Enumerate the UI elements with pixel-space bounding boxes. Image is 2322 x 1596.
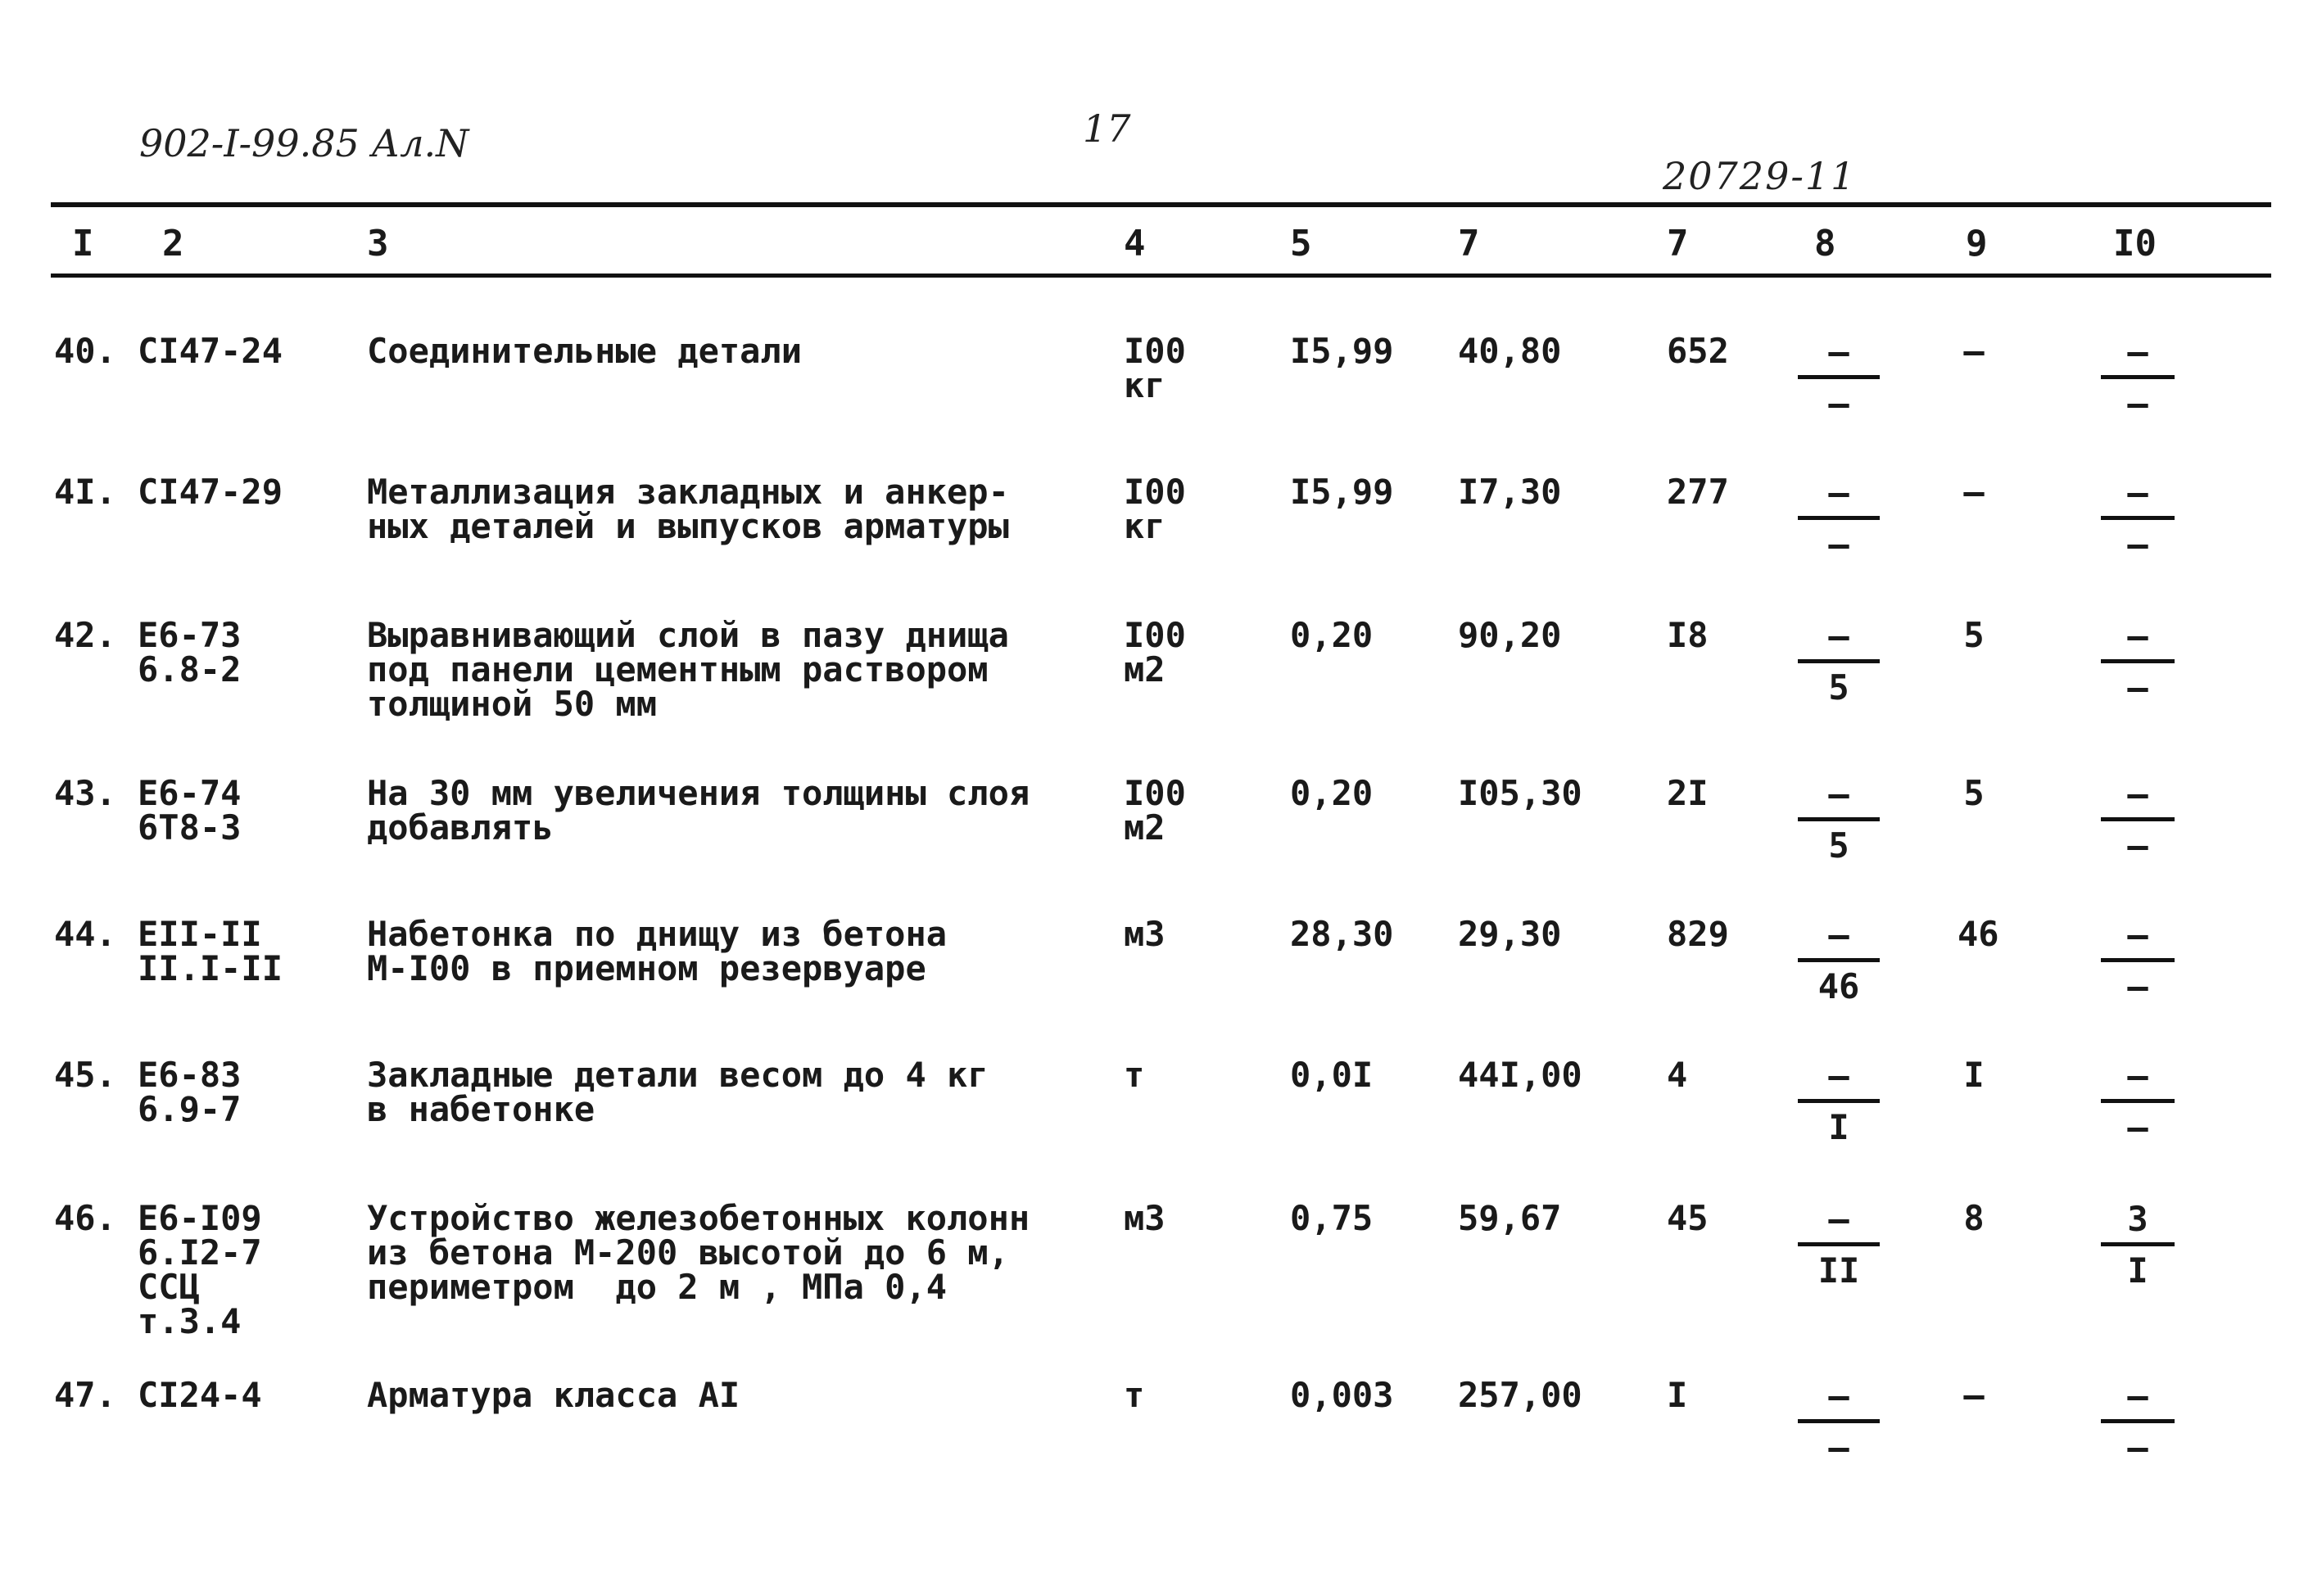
column-10-fraction [2084, 334, 2191, 422]
column-header-7: 7 [1667, 223, 1689, 264]
column-10-fraction-bar [2101, 516, 2175, 520]
column-10-fraction-denominator: – [2127, 966, 2148, 1006]
rate-code-line: СI47-29 [138, 472, 283, 512]
rate-code [138, 472, 283, 512]
column-9-value: I [1963, 1055, 1985, 1095]
work-description [367, 1055, 989, 1129]
column-8-fraction-numerator: – [1828, 1376, 1849, 1416]
column-header-9: 9 [1966, 223, 1988, 264]
column-8-fraction-denominator: 46 [1817, 966, 1860, 1006]
column-8-fraction [1794, 618, 1884, 706]
quantity: 0,0I [1290, 1055, 1374, 1095]
total-cost: 2I [1667, 773, 1709, 813]
rate-code-line: Е6-83 [138, 1055, 242, 1095]
column-8-fraction [1794, 776, 1884, 864]
work-description-line: толщиной 50 мм [367, 684, 658, 724]
unit-line: I00 [1124, 615, 1186, 655]
column-8-fraction-numerator: – [1828, 1199, 1849, 1239]
work-description-line: Устройство железобетонных колонн [367, 1198, 1030, 1238]
rate-code-line: СI24-4 [138, 1375, 262, 1415]
unit-line: кг [1124, 506, 1166, 546]
work-description-line: под панели цементным раствором [367, 649, 989, 689]
work-description-line: Соединительные детали [367, 331, 803, 371]
column-10-fraction-numerator: – [2127, 915, 2148, 955]
unit-line: м3 [1124, 914, 1166, 954]
work-description-line: Закладные детали весом до 4 кг [367, 1055, 989, 1095]
work-description [367, 1375, 740, 1415]
column-8-fraction-denominator: I [1828, 1107, 1849, 1147]
table-header-rule [51, 274, 2271, 278]
rate-code [138, 1375, 262, 1415]
work-description-line: На 30 мм увеличения толщины слоя [367, 773, 1030, 813]
quantity: 0,75 [1290, 1198, 1374, 1238]
total-cost: 4 [1667, 1055, 1688, 1095]
rate-code-line: Е6-I09 [138, 1198, 262, 1238]
quantity: 0,003 [1290, 1375, 1394, 1415]
column-header-8: 8 [1814, 223, 1836, 264]
row-number: 43. [54, 773, 116, 813]
work-description [367, 773, 1030, 848]
work-description [367, 615, 1009, 724]
row-number: 45. [54, 1055, 116, 1095]
unit [1124, 1198, 1166, 1238]
column-8-fraction-bar [1798, 1419, 1880, 1423]
quantity: 0,20 [1290, 615, 1374, 655]
rate-code-line: 6Т8-3 [138, 807, 242, 848]
column-10-fraction-bar [2101, 1419, 2175, 1423]
column-10-fraction-denominator: – [2127, 524, 2148, 564]
column-8-fraction-numerator: – [1828, 1056, 1849, 1096]
rate-code-line: 6.8-2 [138, 649, 242, 689]
unit-line: кг [1124, 365, 1166, 405]
quantity: 0,20 [1290, 773, 1374, 813]
unit-line: I00 [1124, 773, 1186, 813]
work-description-line: Металлизация закладных и анкер- [367, 472, 1009, 512]
column-10-fraction-numerator: – [2127, 774, 2148, 814]
column-10-fraction-bar [2101, 659, 2175, 663]
column-header-5: 5 [1290, 223, 1312, 264]
column-10-fraction-numerator: – [2127, 472, 2148, 513]
column-header-10: I0 [2113, 223, 2157, 264]
work-description-line: Арматура класса АI [367, 1375, 740, 1415]
quantity: I5,99 [1290, 472, 1394, 512]
column-8-fraction-bar [1798, 516, 1880, 520]
column-8-fraction [1794, 917, 1884, 1005]
total-cost: 277 [1667, 472, 1729, 512]
unit [1124, 773, 1186, 848]
row-number: 44. [54, 914, 116, 954]
unit-price: 29,30 [1458, 914, 1562, 954]
work-description-line: из бетона М-200 высотой до 6 м, [367, 1232, 1009, 1273]
column-10-fraction [2084, 472, 2191, 564]
work-description-line: в набетонке [367, 1089, 595, 1129]
column-8-fraction-bar [1798, 375, 1880, 379]
document-code: 902-I-99.85 Ал.N [139, 121, 469, 165]
total-cost: 45 [1667, 1198, 1709, 1238]
column-8-fraction-denominator: II [1817, 1250, 1860, 1291]
work-description [367, 331, 803, 371]
rate-code-line: Е6-74 [138, 773, 242, 813]
column-8-fraction-bar [1798, 817, 1880, 821]
unit-line: м2 [1124, 807, 1166, 848]
unit-price: 59,67 [1458, 1198, 1562, 1238]
column-8-fraction-denominator: 5 [1828, 667, 1849, 708]
column-10-fraction-numerator: 3 [2127, 1199, 2148, 1239]
work-description-line: Выравнивающий слой в пазу днища [367, 615, 1009, 655]
column-10-fraction-numerator: – [2127, 1056, 2148, 1096]
work-description-line: добавлять [367, 807, 554, 848]
column-10-fraction-bar [2101, 1099, 2175, 1103]
rate-code [138, 615, 242, 689]
unit-price: I7,30 [1458, 472, 1562, 512]
column-9-value: – [1963, 331, 1985, 371]
row-number: 42. [54, 615, 116, 655]
work-description [367, 914, 948, 988]
row-number: 46. [54, 1198, 116, 1238]
row-number: 4I. [54, 472, 116, 512]
rate-code-line: II.I-II [138, 948, 283, 988]
total-cost: 652 [1667, 331, 1729, 371]
column-8-fraction [1794, 472, 1884, 564]
total-cost: I8 [1667, 615, 1709, 655]
column-10-fraction-bar [2101, 958, 2175, 962]
column-10-fraction [2084, 776, 2191, 864]
work-description [367, 1198, 1030, 1307]
column-8-fraction-numerator: – [1828, 915, 1849, 955]
column-8-fraction [1794, 334, 1884, 422]
column-10-fraction [2084, 1058, 2191, 1146]
quantity: I5,99 [1290, 331, 1394, 371]
column-8-fraction-numerator: – [1828, 472, 1849, 513]
column-10-fraction [2084, 618, 2191, 706]
work-description [367, 472, 1009, 546]
unit-line: I00 [1124, 472, 1186, 512]
column-9-value: 5 [1963, 773, 1985, 813]
work-description-line: М-I00 в приемном резервуаре [367, 948, 926, 988]
column-9-value: 8 [1963, 1198, 1985, 1238]
column-9-value: – [1963, 1375, 1985, 1415]
column-10-fraction-denominator: – [2127, 383, 2148, 423]
unit [1124, 331, 1186, 405]
rate-code [138, 1055, 242, 1129]
unit-price: 90,20 [1458, 615, 1562, 655]
column-9-value: – [1963, 472, 1985, 512]
column-8-fraction [1794, 1058, 1884, 1146]
column-8-fraction-numerator: – [1828, 774, 1849, 814]
column-10-fraction-numerator: – [2127, 616, 2148, 656]
column-8-fraction [1794, 1201, 1884, 1289]
column-8-fraction-numerator: – [1828, 616, 1849, 656]
column-header-2: 2 [162, 223, 184, 264]
unit-line: I00 [1124, 331, 1186, 371]
unit-line: т [1124, 1375, 1145, 1415]
total-cost: 829 [1667, 914, 1729, 954]
column-10-fraction [2084, 1201, 2191, 1289]
rate-code [138, 914, 283, 988]
column-8-fraction-bar [1798, 1099, 1880, 1103]
unit [1124, 472, 1186, 546]
column-header-3: 3 [367, 223, 389, 264]
work-description-line: Набетонка по днищу из бетона [367, 914, 948, 954]
column-10-fraction-denominator: – [2127, 667, 2148, 708]
row-number: 40. [54, 331, 116, 371]
column-8-fraction [1794, 1378, 1884, 1466]
column-8-fraction-denominator: – [1828, 1427, 1849, 1467]
column-8-fraction-denominator: – [1828, 383, 1849, 423]
column-9-value: 5 [1963, 615, 1985, 655]
rate-code-line: СI47-24 [138, 331, 283, 371]
unit-price: 40,80 [1458, 331, 1562, 371]
page-number: 17 [1083, 106, 1131, 151]
rate-code-line: т.3.4 [138, 1301, 242, 1341]
column-8-fraction-denominator: 5 [1828, 825, 1849, 866]
column-8-fraction-bar [1798, 659, 1880, 663]
column-10-fraction-bar [2101, 375, 2175, 379]
column-8-fraction-denominator: – [1828, 524, 1849, 564]
total-cost: I [1667, 1375, 1688, 1415]
sheet-number: 20729-11 [1663, 154, 1857, 198]
column-header-1: I [72, 223, 94, 264]
column-10-fraction-numerator: – [2127, 332, 2148, 372]
column-8-fraction-bar [1798, 958, 1880, 962]
column-8-fraction-numerator: – [1828, 332, 1849, 372]
unit [1124, 615, 1186, 689]
column-10-fraction-denominator: – [2127, 1427, 2148, 1467]
column-10-fraction [2084, 917, 2191, 1005]
unit-line: т [1124, 1055, 1145, 1095]
column-10-fraction-denominator: – [2127, 1107, 2148, 1147]
row-number: 47. [54, 1375, 116, 1415]
column-9-value: 46 [1958, 914, 1999, 954]
column-10-fraction-numerator: – [2127, 1376, 2148, 1416]
column-10-fraction-denominator: I [2127, 1250, 2148, 1291]
column-header-4: 4 [1124, 223, 1146, 264]
rate-code [138, 773, 242, 848]
unit [1124, 1375, 1145, 1415]
unit [1124, 1055, 1145, 1095]
work-description-line: ных деталей и выпусков арматуры [367, 506, 1009, 546]
unit [1124, 914, 1166, 954]
rate-code-line: ССЦ [138, 1267, 200, 1307]
column-10-fraction-denominator: – [2127, 825, 2148, 866]
column-8-fraction-bar [1798, 1242, 1880, 1246]
column-10-fraction-bar [2101, 1242, 2175, 1246]
rate-code [138, 331, 283, 371]
rate-code [138, 1198, 262, 1341]
work-description-line: периметром до 2 м , МПа 0,4 [367, 1267, 948, 1307]
rate-code-line: 6.I2-7 [138, 1232, 262, 1273]
rate-code-line: Е6-73 [138, 615, 242, 655]
unit-line: м3 [1124, 1198, 1166, 1238]
column-10-fraction-bar [2101, 817, 2175, 821]
table-top-rule [51, 202, 2271, 207]
unit-price: 44I,00 [1458, 1055, 1582, 1095]
rate-code-line: 6.9-7 [138, 1089, 242, 1129]
column-10-fraction [2084, 1378, 2191, 1466]
rate-code-line: ЕII-II [138, 914, 262, 954]
column-header-6: 7 [1458, 223, 1480, 264]
unit-price: 257,00 [1458, 1375, 1582, 1415]
unit-price: I05,30 [1458, 773, 1582, 813]
unit-line: м2 [1124, 649, 1166, 689]
quantity: 28,30 [1290, 914, 1394, 954]
